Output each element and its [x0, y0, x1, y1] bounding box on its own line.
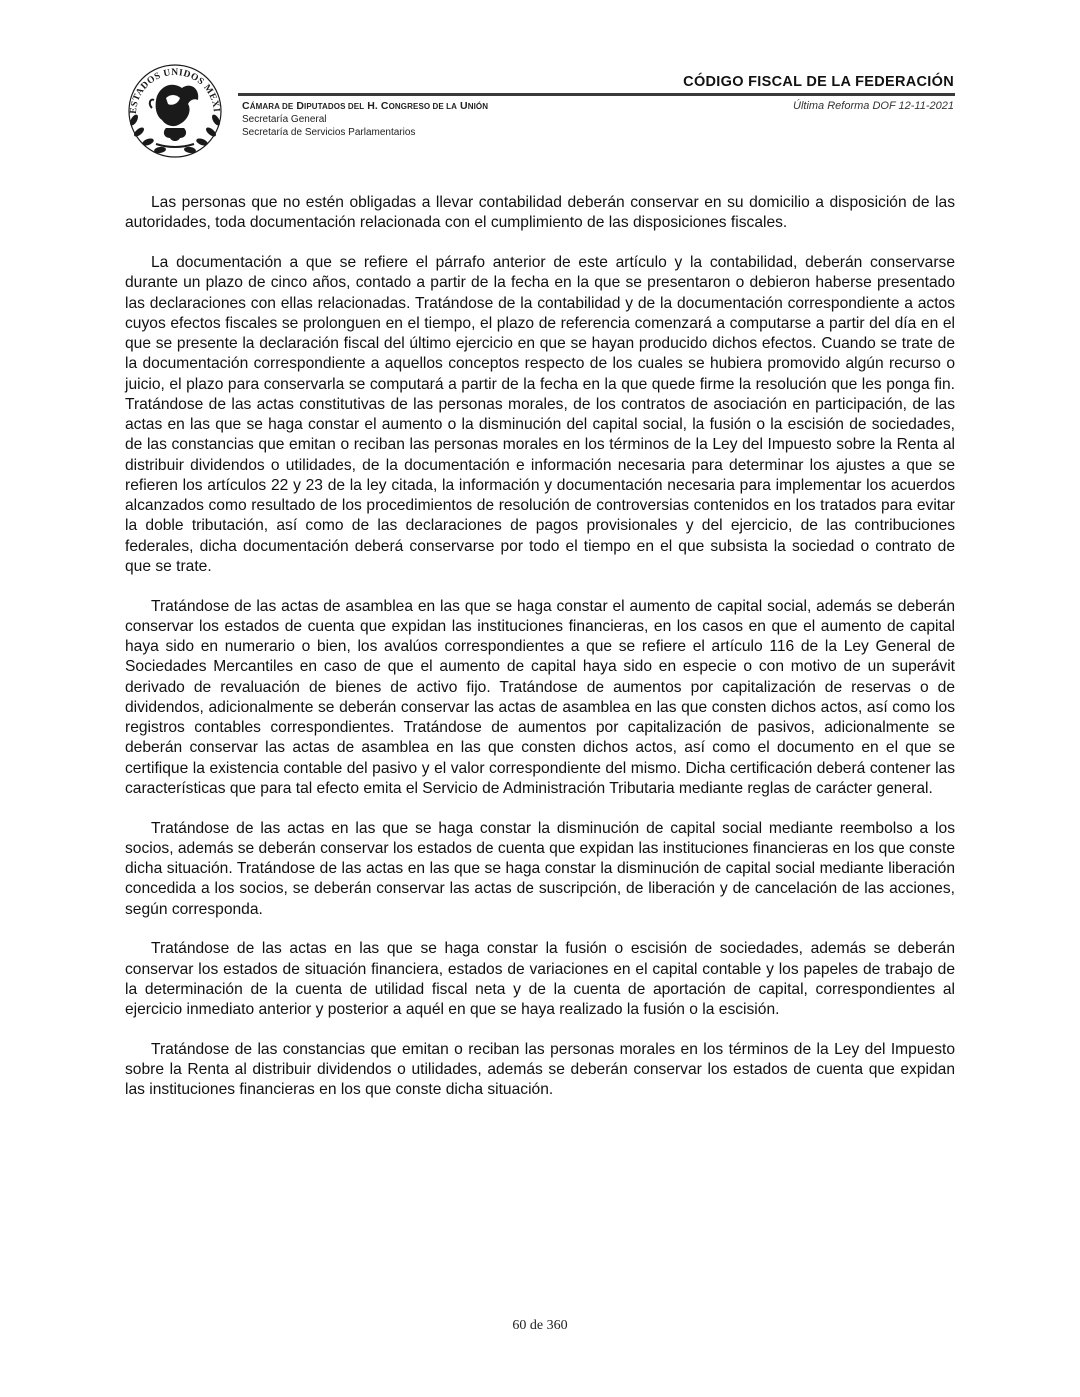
coat-of-arms-seal	[122, 58, 228, 160]
paragraph: Las personas que no estén obligadas a llevar contabilidad deberán conservar en su domicilio a disposición de las autoridades, toda documentación relacionada con el cumplimiento de las disposiciones fiscales.	[125, 194, 955, 232]
secretaria-servicios: Secretaría de Servicios Parlamentarios	[242, 127, 416, 138]
paragraph: La documentación a que se refiere el párrafo anterior de este artículo y la contabilidad, deberán conservarse durante un plazo de cinco años, contado a partir de la fecha en la que se presentaron o debieron haberse presentado las declaraciones con ellas relacionadas. Tratándose de la contabilidad y de la documentación correspondiente a actos cuyos efectos fiscales se prolonguen en el tiempo, el plazo de referencia comenzará a computarse a partir del día en el que se presente la declaración fiscal del último ejercicio en que se hayan producido dichos efectos. Cuando se trate de la documentación correspondiente a aquellos conceptos respecto de los cuales se hubiera promovido algún recurso o juicio, el plazo para conservarla se computará a partir de la fecha en la que quede firme la resolución que les ponga fin. Tratándose de las actas constitutivas de las personas morales, de los contratos de asociación en participación, de las actas en las que se haga constar el aumento o la disminución del capital social, la fusión o la escisión de sociedades, de las constancias que emitan o reciban las personas morales en los términos de la Ley del Impuesto sobre la Renta al distribuir dividendos o utilidades, de la documentación e información necesaria para determinar los ajustes a que se refieren los artículos 22 y 23 de la ley citada, la información y documentación necesaria para implementar los acuerdos alcanzados como resultado de los procedimientos de resolución de controversias contenidos en los tratados para evitar la doble tributación, así como de las declaraciones de pagos provisionales y del ejercicio, de las contribuciones federales, dicha documentación deberá conservarse por todo el tiempo en el que subsista la sociedad o contrato de que se trate.	[125, 254, 955, 575]
page-number: 60 de 360	[512, 1318, 568, 1333]
header-document-title	[683, 74, 954, 90]
paragraph: Tratándose de las actas en las que se haga constar la disminución de capital social mediante reembolso a los socios, además se deberán conservar los estados de cuenta que expidan las instituciones financieras en los que conste dicha situación. Tratándose de las actas en las que se haga constar la disminución de capital social mediante liberación concedida a los socios, se deberán conservar las actas de suscripción, de liberación y de cancelación de las acciones, según corresponda.	[125, 819, 955, 918]
code-title: CÓDIGO FISCAL DE LA FEDERACIÓN	[683, 74, 954, 90]
header-divider	[238, 93, 955, 96]
paragraph: Tratándose de las constancias que emitan o reciban las personas morales en los términos de la Ley del Impuesto sobre la Renta al distribuir dividendos o utilidades, además se deberán conservar los estados de cuenta que expidan las instituciones financieras en los que conste dicha situación.	[125, 1040, 955, 1099]
seal-text: ESTADOS UNIDOS MEXI	[128, 67, 222, 115]
header-institution	[242, 100, 488, 139]
paragraph: Tratándose de las actas en las que se haga constar la fusión o escisión de sociedades, además se deberán conservar los estados de situación financiera, estados de variaciones en el capital contable y los papeles de trabajo de la determinación de la cuenta de utilidad fiscal neta y de la cuenta de aportación de capital, correspondientes al ejercicio inmediato anterior y posterior a aquél en que se haya realizado la fusión o la escisión.	[125, 940, 955, 1018]
last-reform-date: Última Reforma DOF 12-11-2021	[793, 100, 954, 112]
paragraph: Tratándose de las actas de asamblea en las que se haga constar el aumento de capital social, además se deberán conservar los estados de cuenta que expidan las instituciones financieras, en los casos en que el aumento de capital haya sido en numerario o bien, los avalúos correspondientes a que se refiere el artículo 116 de la Ley General de Sociedades Mercantiles en caso de que el aumento de capital haya sido en especie o con motivo de un superávit derivado de revaluación de bienes de activo fijo. Tratándose de aumentos por capitalización de reservas o de dividendos, adicionalmente se deberán conservar las actas de asamblea en las que consten dichos actos, así como los registros contables correspondientes. Tratándose de aumentos por capitalización de pasivos, adicionalmente se deberán conservar las actas de asamblea en las que consten dichos actos, así como el documento en el que se certifique la existencia contable del pasivo y el valor correspondiente del mismo. Dicha certificación deberá contener las características que para tal efecto emita el Servicio de Administración Tributaria mediante reglas de carácter general.	[125, 597, 955, 797]
chamber-name: CÁMARA DE DIPUTADOS DEL H. CONGRESO DE LA UNIÓN	[242, 100, 489, 112]
document-body	[125, 193, 955, 1120]
secretaria-general: Secretaría General	[242, 114, 327, 125]
